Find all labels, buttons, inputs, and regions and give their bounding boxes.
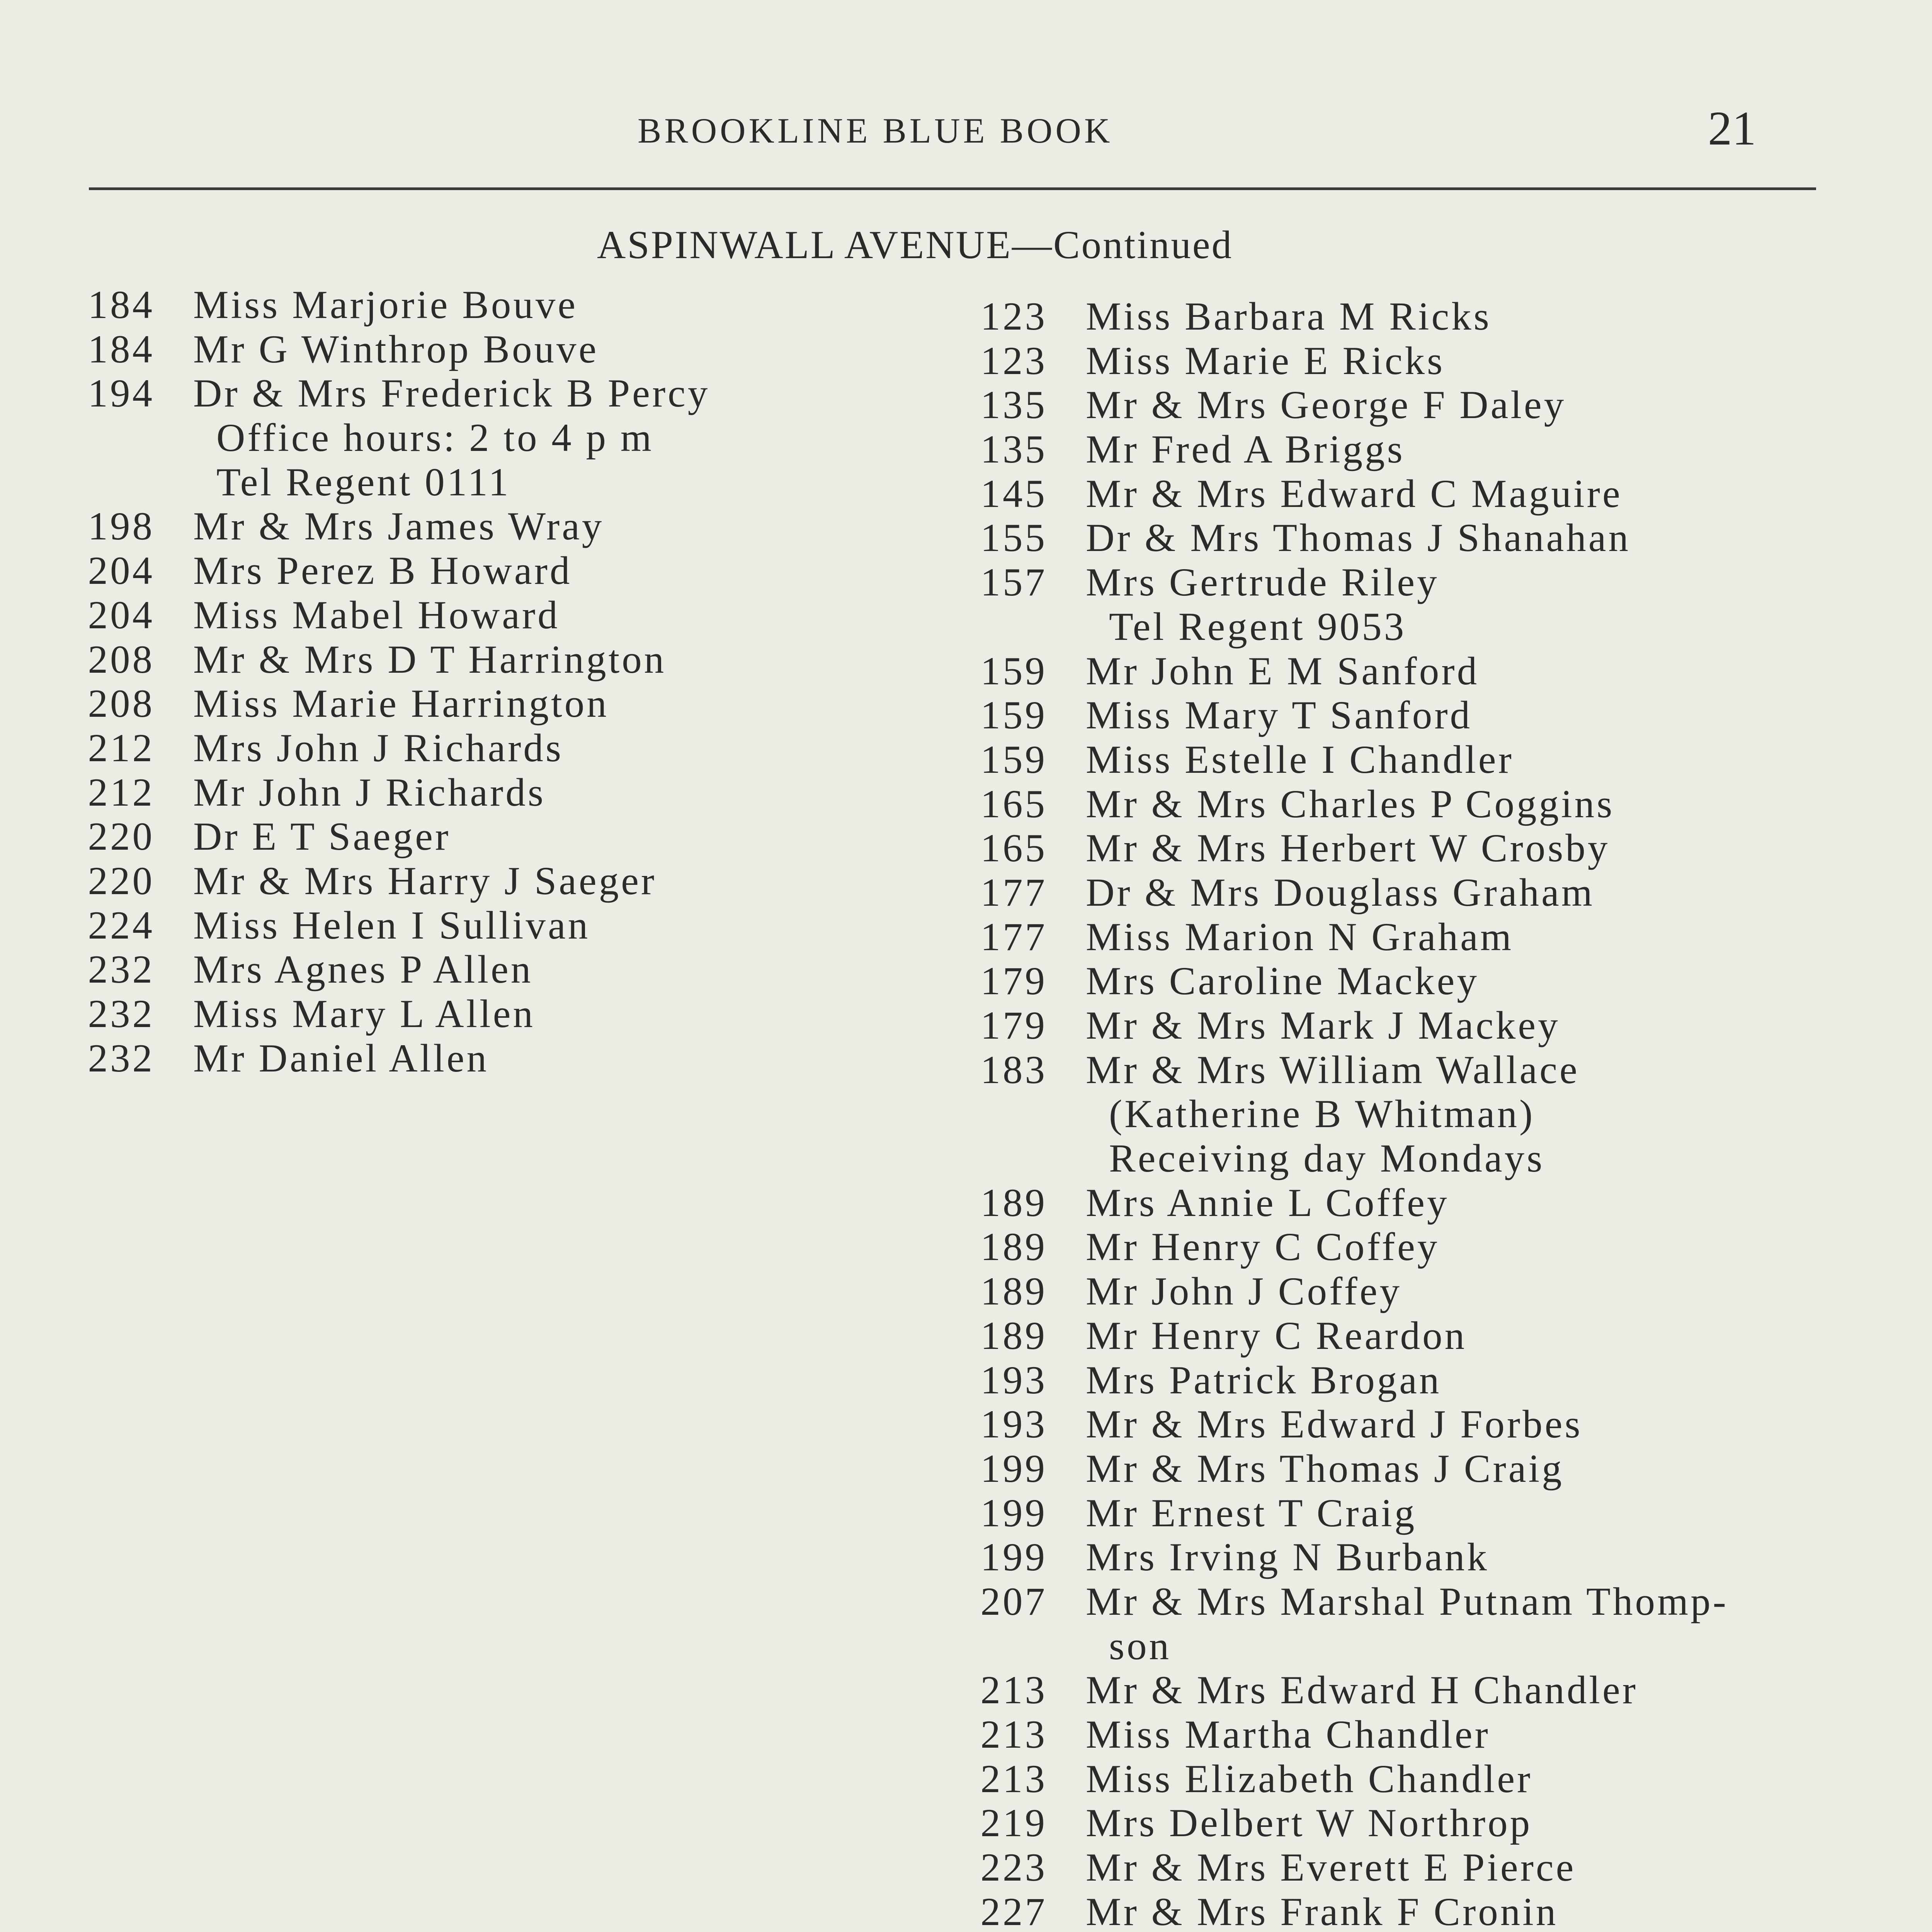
resident-name: Tel Regent 0111 bbox=[216, 460, 511, 504]
resident-name: Mrs Caroline Mackey bbox=[1086, 959, 1479, 1003]
resident-name: Mr & Mrs Mark J Mackey bbox=[1086, 1003, 1560, 1048]
resident-name: Miss Mary L Allen bbox=[193, 992, 535, 1036]
house-number: 179 bbox=[980, 959, 1047, 1003]
resident-name: Dr E T Saeger bbox=[193, 815, 451, 859]
house-number: 207 bbox=[980, 1579, 1047, 1624]
house-number: 199 bbox=[980, 1535, 1047, 1580]
resident-name: Mrs Irving N Burbank bbox=[1086, 1535, 1490, 1580]
resident-name: Mr & Mrs Edward J Forbes bbox=[1086, 1402, 1583, 1447]
house-number: 165 bbox=[980, 826, 1047, 871]
house-number: 212 bbox=[88, 726, 155, 770]
resident-name: Miss Helen I Sullivan bbox=[193, 903, 590, 947]
house-number: 177 bbox=[980, 870, 1047, 915]
house-number: 219 bbox=[980, 1801, 1047, 1845]
house-number: 193 bbox=[980, 1358, 1047, 1402]
resident-name: Mr Henry C Reardon bbox=[1086, 1313, 1467, 1358]
resident-name: Mr Ernest T Craig bbox=[1086, 1491, 1417, 1535]
resident-name: Mr Henry C Coffey bbox=[1086, 1225, 1440, 1269]
resident-name: Miss Barbara M Ricks bbox=[1086, 294, 1492, 338]
house-number: 220 bbox=[88, 859, 155, 903]
resident-name: Mrs Delbert W Northrop bbox=[1086, 1801, 1532, 1845]
header-rule bbox=[89, 187, 1816, 190]
house-number: 212 bbox=[88, 770, 155, 815]
resident-name: Mrs John J Richards bbox=[193, 726, 564, 770]
house-number: 220 bbox=[88, 815, 155, 859]
house-number: 123 bbox=[980, 338, 1047, 383]
resident-name: Tel Regent 9053 bbox=[1109, 604, 1406, 649]
house-number: 145 bbox=[980, 471, 1047, 516]
house-number: 224 bbox=[88, 903, 155, 947]
resident-name: Miss Martha Chandler bbox=[1086, 1713, 1490, 1757]
house-number: 227 bbox=[980, 1889, 1047, 1932]
house-number: 165 bbox=[980, 782, 1047, 826]
house-number: 189 bbox=[980, 1313, 1047, 1358]
house-number: 157 bbox=[980, 560, 1047, 605]
resident-name: Mr Fred A Briggs bbox=[1086, 427, 1405, 472]
resident-name: Dr & Mrs Frederick B Percy bbox=[193, 371, 710, 416]
running-head: BROOKLINE BLUE BOOK bbox=[638, 111, 1113, 150]
resident-name: Miss Marjorie Bouve bbox=[193, 283, 578, 327]
resident-name: Mrs Annie L Coffey bbox=[1086, 1180, 1449, 1225]
resident-name: Mrs Gertrude Riley bbox=[1086, 560, 1439, 605]
house-number: 223 bbox=[980, 1845, 1047, 1890]
resident-name: (Katherine B Whitman) bbox=[1109, 1092, 1535, 1136]
house-number: 213 bbox=[980, 1668, 1047, 1713]
house-number: 159 bbox=[980, 737, 1047, 782]
resident-name: Mr & Mrs D T Harrington bbox=[193, 637, 667, 682]
resident-name: Dr & Mrs Douglass Graham bbox=[1086, 870, 1595, 915]
resident-name: Miss Mabel Howard bbox=[193, 593, 560, 637]
resident-name: Dr & Mrs Thomas J Shanahan bbox=[1086, 516, 1631, 560]
resident-name: Receiving day Mondays bbox=[1109, 1136, 1545, 1181]
house-number: 155 bbox=[980, 516, 1047, 560]
house-number: 208 bbox=[88, 682, 155, 726]
house-number: 159 bbox=[980, 693, 1047, 738]
resident-name: Mrs Perez B Howard bbox=[193, 549, 572, 593]
house-number: 198 bbox=[88, 504, 155, 549]
house-number: 232 bbox=[88, 1036, 155, 1080]
resident-name: Mr & Mrs Edward C Maguire bbox=[1086, 471, 1622, 516]
house-number: 208 bbox=[88, 637, 155, 682]
resident-name: Mr G Winthrop Bouve bbox=[193, 327, 599, 371]
house-number: 189 bbox=[980, 1225, 1047, 1269]
house-number: 123 bbox=[980, 294, 1047, 338]
resident-name: Mr & Mrs Everett E Pierce bbox=[1086, 1845, 1576, 1890]
resident-name: Mr & Mrs Edward H Chandler bbox=[1086, 1668, 1638, 1713]
house-number: 232 bbox=[88, 992, 155, 1036]
resident-name: son bbox=[1109, 1624, 1172, 1668]
resident-name: Mrs Agnes P Allen bbox=[193, 947, 533, 992]
house-number: 184 bbox=[88, 283, 155, 327]
house-number: 159 bbox=[980, 649, 1047, 693]
resident-name: Mr John J Coffey bbox=[1086, 1269, 1402, 1314]
house-number: 199 bbox=[980, 1491, 1047, 1535]
resident-name: Mr & Mrs Marshal Putnam Thomp- bbox=[1086, 1579, 1728, 1624]
house-number: 189 bbox=[980, 1269, 1047, 1314]
resident-name: Mr & Mrs William Wallace bbox=[1086, 1048, 1580, 1092]
house-number: 204 bbox=[88, 549, 155, 593]
resident-name: Mr & Mrs Herbert W Crosby bbox=[1086, 826, 1610, 871]
house-number: 183 bbox=[980, 1048, 1047, 1092]
resident-name: Mr Daniel Allen bbox=[193, 1036, 489, 1080]
resident-name: Miss Mary T Sanford bbox=[1086, 693, 1473, 738]
resident-name: Miss Estelle I Chandler bbox=[1086, 737, 1514, 782]
resident-name: Miss Marie E Ricks bbox=[1086, 338, 1445, 383]
house-number: 177 bbox=[980, 915, 1047, 959]
resident-name: Miss Marie Harrington bbox=[193, 682, 609, 726]
resident-name: Mr & Mrs Harry J Saeger bbox=[193, 859, 657, 903]
resident-name: Mr & Mrs George F Daley bbox=[1086, 383, 1566, 427]
house-number: 213 bbox=[980, 1757, 1047, 1801]
resident-name: Mr John J Richards bbox=[193, 770, 546, 815]
house-number: 135 bbox=[980, 383, 1047, 427]
house-number: 232 bbox=[88, 947, 155, 992]
resident-name: Miss Elizabeth Chandler bbox=[1086, 1757, 1533, 1801]
house-number: 204 bbox=[88, 593, 155, 637]
resident-name: Mr & Mrs James Wray bbox=[193, 504, 604, 549]
house-number: 193 bbox=[980, 1402, 1047, 1447]
resident-name: Office hours: 2 to 4 p m bbox=[216, 416, 654, 460]
resident-name: Mrs Patrick Brogan bbox=[1086, 1358, 1442, 1402]
house-number: 135 bbox=[980, 427, 1047, 472]
house-number: 189 bbox=[980, 1180, 1047, 1225]
resident-name: Mr John E M Sanford bbox=[1086, 649, 1480, 693]
resident-name: Mr & Mrs Frank F Cronin bbox=[1086, 1889, 1558, 1932]
house-number: 199 bbox=[980, 1446, 1047, 1491]
section-title: ASPINWALL AVENUE—Continued bbox=[597, 223, 1233, 267]
house-number: 194 bbox=[88, 371, 155, 416]
house-number: 179 bbox=[980, 1003, 1047, 1048]
resident-name: Mr & Mrs Charles P Coggins bbox=[1086, 782, 1615, 826]
resident-name: Miss Marion N Graham bbox=[1086, 915, 1514, 959]
house-number: 184 bbox=[88, 327, 155, 371]
resident-name: Mr & Mrs Thomas J Craig bbox=[1086, 1446, 1564, 1491]
page-number: 21 bbox=[1708, 102, 1756, 155]
house-number: 213 bbox=[980, 1713, 1047, 1757]
